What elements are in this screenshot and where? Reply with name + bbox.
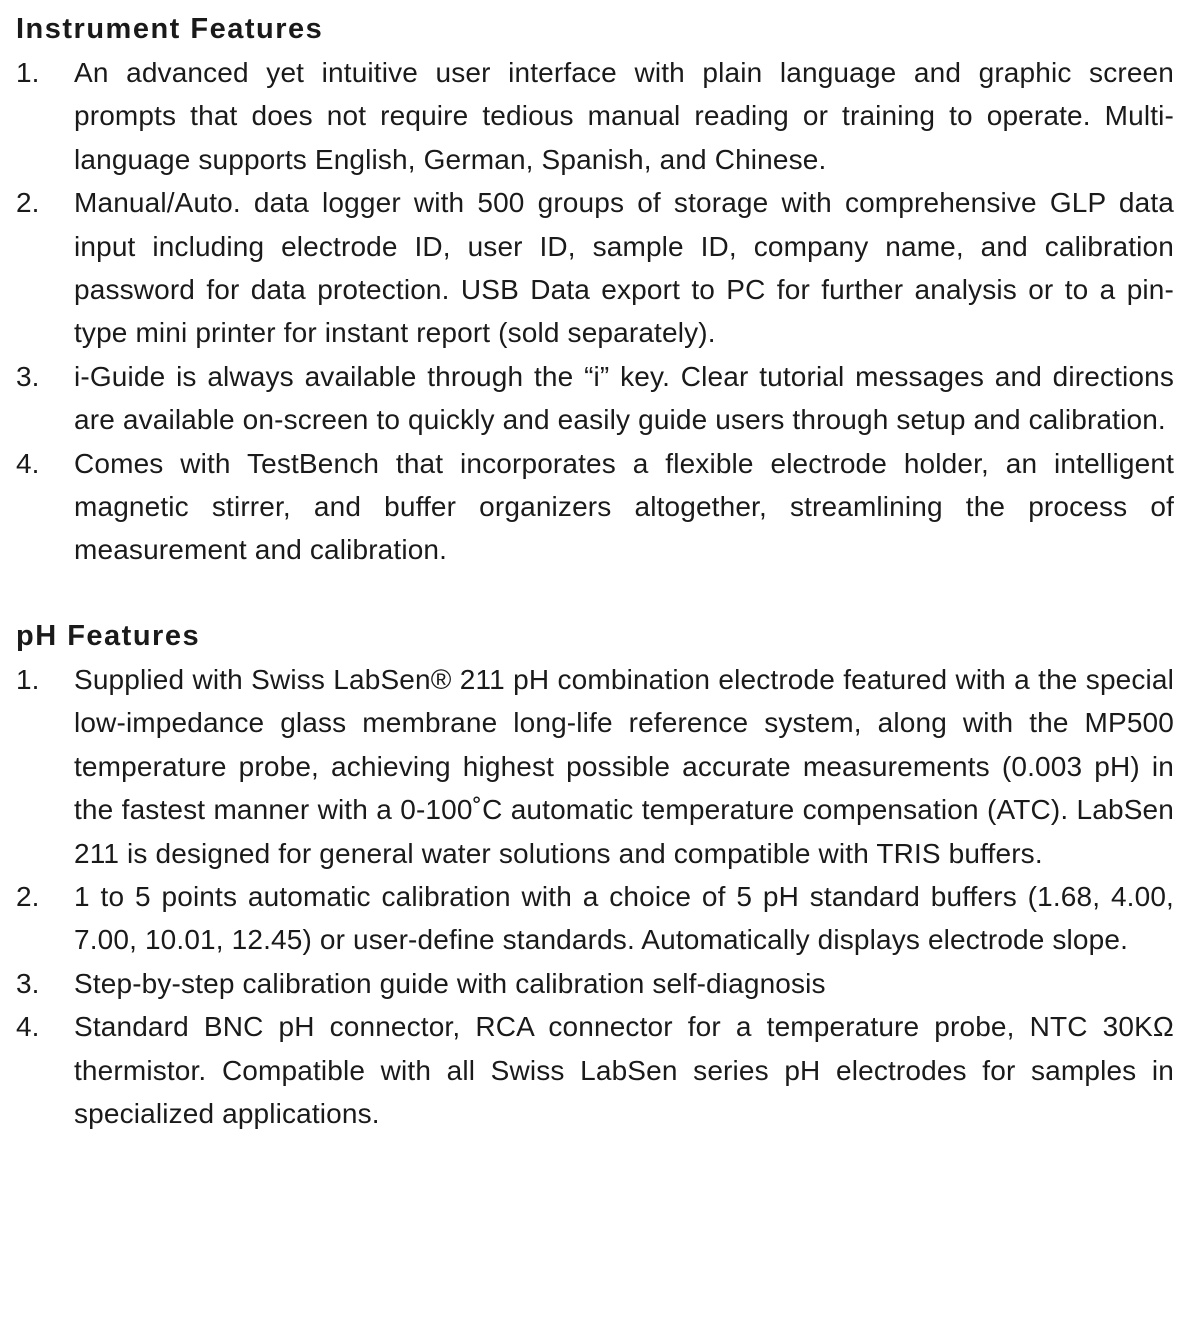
item-text: Comes with TestBench that incorporates a flexible electrode holder, an intelligent magnetic stirrer, and buffer organizers altogether, streamlining the process of measurement and calibration. — [74, 447, 1174, 566]
item-text: i-Guide is always available through the “i” key. Clear tutorial messages and directions are available on-screen to quickly and easily guide users through setup and calibration. — [74, 360, 1174, 436]
item-text: Standard BNC pH connector, RCA connector for a temperature probe, NTC 30KΩ thermistor. Compatible with all Swiss LabSen series pH electrodes for samples in specialized applications. — [74, 1011, 1174, 1129]
item-text: An advanced yet intuitive user interface with plain language and graphic screen prompts that does not require tedious manual reading or training to operate. Multi-language supports English, German, Spanish, and Chinese. — [74, 57, 1174, 175]
item-number: 4. — [16, 447, 40, 479]
item-number: 3. — [16, 360, 40, 392]
item-number: 3. — [16, 967, 40, 999]
list-item — [16, 355, 1174, 442]
item-text: Step-by-step calibration guide with calibration self-diagnosis — [74, 967, 826, 999]
item-text: 1 to 5 points automatic calibration with a choice of 5 pH standard buffers (1.68, 4.00, 7.00, 10.01, 12.45) or user-define standards. Automatically displays electrode slope. — [74, 880, 1174, 956]
list-item — [16, 875, 1174, 962]
item-number: 1. — [16, 663, 40, 695]
document-page — [16, 8, 1174, 1135]
item-text: Manual/Auto. data logger with 500 groups of storage with comprehensive GLP data input including electrode ID, user ID, sample ID, company name, and calibration password for data protection. USB Data export to PC for further analysis or to a pin-type mini printer for instant report (sold separately). — [74, 187, 1174, 349]
item-number: 1. — [16, 57, 40, 88]
list-item — [16, 962, 1174, 1005]
ph-features-list — [16, 658, 1174, 1135]
list-item — [16, 1005, 1174, 1135]
item-number: 2. — [16, 187, 40, 219]
item-text: Supplied with Swiss LabSen® 211 pH combination electrode featured with a the special low-impedance glass membrane long-life reference system, along with the MP500 temperature probe, achieving highest possible accurate measurements (0.003 pH) in the fastest manner with a 0-100˚C automatic temperature compensation (ATC). LabSen 211 is designed for general water solutions and compatible with TRIS buffers. — [74, 663, 1174, 869]
section-spacer — [16, 572, 1174, 615]
list-item — [16, 442, 1174, 572]
list-item — [16, 658, 1174, 875]
ph-features-heading: pH Features — [16, 619, 201, 652]
list-item — [16, 181, 1174, 355]
list-item — [16, 51, 1174, 181]
item-number: 4. — [16, 1011, 40, 1043]
item-number: 2. — [16, 880, 40, 912]
instrument-features-heading: Instrument Features — [16, 13, 324, 45]
instrument-features-list — [16, 51, 1174, 572]
